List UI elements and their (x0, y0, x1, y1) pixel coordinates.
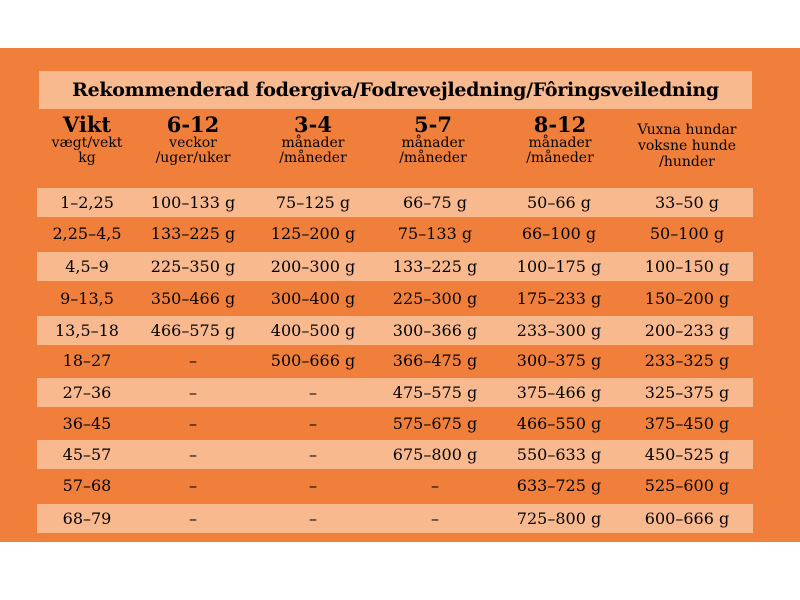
weight-cell: 18–27 (62, 351, 112, 370)
header-5-7-months (373, 114, 493, 178)
table-row (37, 440, 753, 469)
amount-cell: – (189, 476, 197, 495)
table-row (37, 316, 753, 345)
amount-cell: 300–366 g (392, 321, 478, 340)
amount-cell: 225–300 g (392, 289, 478, 308)
table-row (37, 252, 753, 281)
amount-cell: 600–666 g (644, 509, 730, 528)
table-title: Rekommenderad fodergiva/Fodrevejledning/Fôringsveiledning (39, 71, 752, 109)
amount-cell: 466–575 g (150, 321, 236, 340)
weight-cell: 45–57 (62, 445, 112, 464)
amount-cell: 233–300 g (516, 321, 602, 340)
header-weight-sub2: kg (78, 150, 96, 166)
amount-cell: 575–675 g (392, 414, 478, 433)
amount-cell: 133–225 g (392, 257, 478, 276)
amount-cell: 125–200 g (270, 224, 356, 243)
amount-cell: – (309, 509, 317, 528)
header-weight (37, 114, 137, 178)
amount-cell: 633–725 g (516, 476, 602, 495)
amount-cell: 200–233 g (644, 321, 730, 340)
header-adult-sub2: voksne hunde (637, 138, 737, 154)
weight-cell: 57–68 (62, 476, 112, 495)
weight-cell: 9–13,5 (60, 289, 114, 308)
table-row (37, 504, 753, 533)
header-adult-sub1: Vuxna hundar (637, 122, 737, 138)
amount-cell: 75–133 g (397, 224, 473, 243)
header-5-7-sub2: /måneder (399, 150, 467, 166)
header-3-4-sub2: /måneder (279, 150, 347, 166)
header-3-4-sub1: månader (281, 135, 345, 151)
amount-cell: 350–466 g (150, 289, 236, 308)
weight-cell: 2,25–4,5 (52, 224, 122, 243)
amount-cell: 675–800 g (392, 445, 478, 464)
header-8-12-months (497, 114, 623, 178)
table-row (37, 284, 753, 313)
amount-cell: – (431, 476, 439, 495)
header-6-12-sub2: /uger/uker (155, 150, 231, 166)
amount-cell: 475–575 g (392, 383, 478, 402)
header-weight-main: Vikt (62, 112, 112, 137)
table-row (37, 188, 753, 217)
weight-cell: 36–45 (62, 414, 112, 433)
amount-cell: – (309, 445, 317, 464)
amount-cell: 400–500 g (270, 321, 356, 340)
amount-cell: 466–550 g (516, 414, 602, 433)
amount-cell: 375–466 g (516, 383, 602, 402)
amount-cell: 225–350 g (150, 257, 236, 276)
amount-cell: 233–325 g (644, 351, 730, 370)
amount-cell: – (309, 414, 317, 433)
amount-cell: 300–375 g (516, 351, 602, 370)
amount-cell: – (189, 383, 197, 402)
weight-cell: 4,5–9 (65, 257, 109, 276)
table-row (37, 346, 753, 375)
weight-cell: 68–79 (62, 509, 112, 528)
amount-cell: 100–175 g (516, 257, 602, 276)
header-5-7-main: 5-7 (414, 112, 452, 137)
table-row (37, 219, 753, 248)
amount-cell: 66–100 g (521, 224, 597, 243)
amount-cell: 375–450 g (644, 414, 730, 433)
header-6-12-main: 6-12 (166, 112, 220, 137)
weight-cell: 27–36 (62, 383, 112, 402)
amount-cell: 550–633 g (516, 445, 602, 464)
table-row (37, 409, 753, 438)
amount-cell: 500–666 g (270, 351, 356, 370)
amount-cell: 725–800 g (516, 509, 602, 528)
amount-cell: 200–300 g (270, 257, 356, 276)
weight-cell: 1–2,25 (60, 193, 114, 212)
amount-cell: 325–375 g (644, 383, 730, 402)
amount-cell: – (189, 445, 197, 464)
amount-cell: 100–150 g (644, 257, 730, 276)
amount-cell: 175–233 g (516, 289, 602, 308)
header-adult-sub3: /hunder (659, 154, 715, 170)
amount-cell: 300–400 g (270, 289, 356, 308)
amount-cell: 50–66 g (526, 193, 592, 212)
header-3-4-months (253, 114, 373, 178)
header-6-12-weeks (133, 114, 253, 178)
header-8-12-main: 8-12 (533, 112, 587, 137)
amount-cell: 100–133 g (150, 193, 236, 212)
amount-cell: 50–100 g (649, 224, 725, 243)
amount-cell: – (189, 414, 197, 433)
amount-cell: – (189, 351, 197, 370)
header-3-4-main: 3-4 (294, 112, 332, 137)
amount-cell: – (189, 509, 197, 528)
amount-cell: 366–475 g (392, 351, 478, 370)
amount-cell: 525–600 g (644, 476, 730, 495)
table-row (37, 471, 753, 500)
header-8-12-sub1: månader (528, 135, 592, 151)
amount-cell: – (309, 383, 317, 402)
header-6-12-sub1: veckor (169, 135, 217, 151)
amount-cell: 150–200 g (644, 289, 730, 308)
amount-cell: – (309, 476, 317, 495)
header-8-12-sub2: /måneder (526, 150, 594, 166)
amount-cell: 66–75 g (402, 193, 468, 212)
amount-cell: 450–525 g (644, 445, 730, 464)
weight-cell: 13,5–18 (55, 321, 119, 340)
table-row (37, 378, 753, 407)
amount-cell: – (431, 509, 439, 528)
header-weight-sub1: vægt/vekt (51, 135, 123, 151)
header-5-7-sub1: månader (401, 135, 465, 151)
amount-cell: 75–125 g (275, 193, 351, 212)
header-adult-dogs (621, 122, 753, 186)
amount-cell: 133–225 g (150, 224, 236, 243)
amount-cell: 33–50 g (654, 193, 720, 212)
